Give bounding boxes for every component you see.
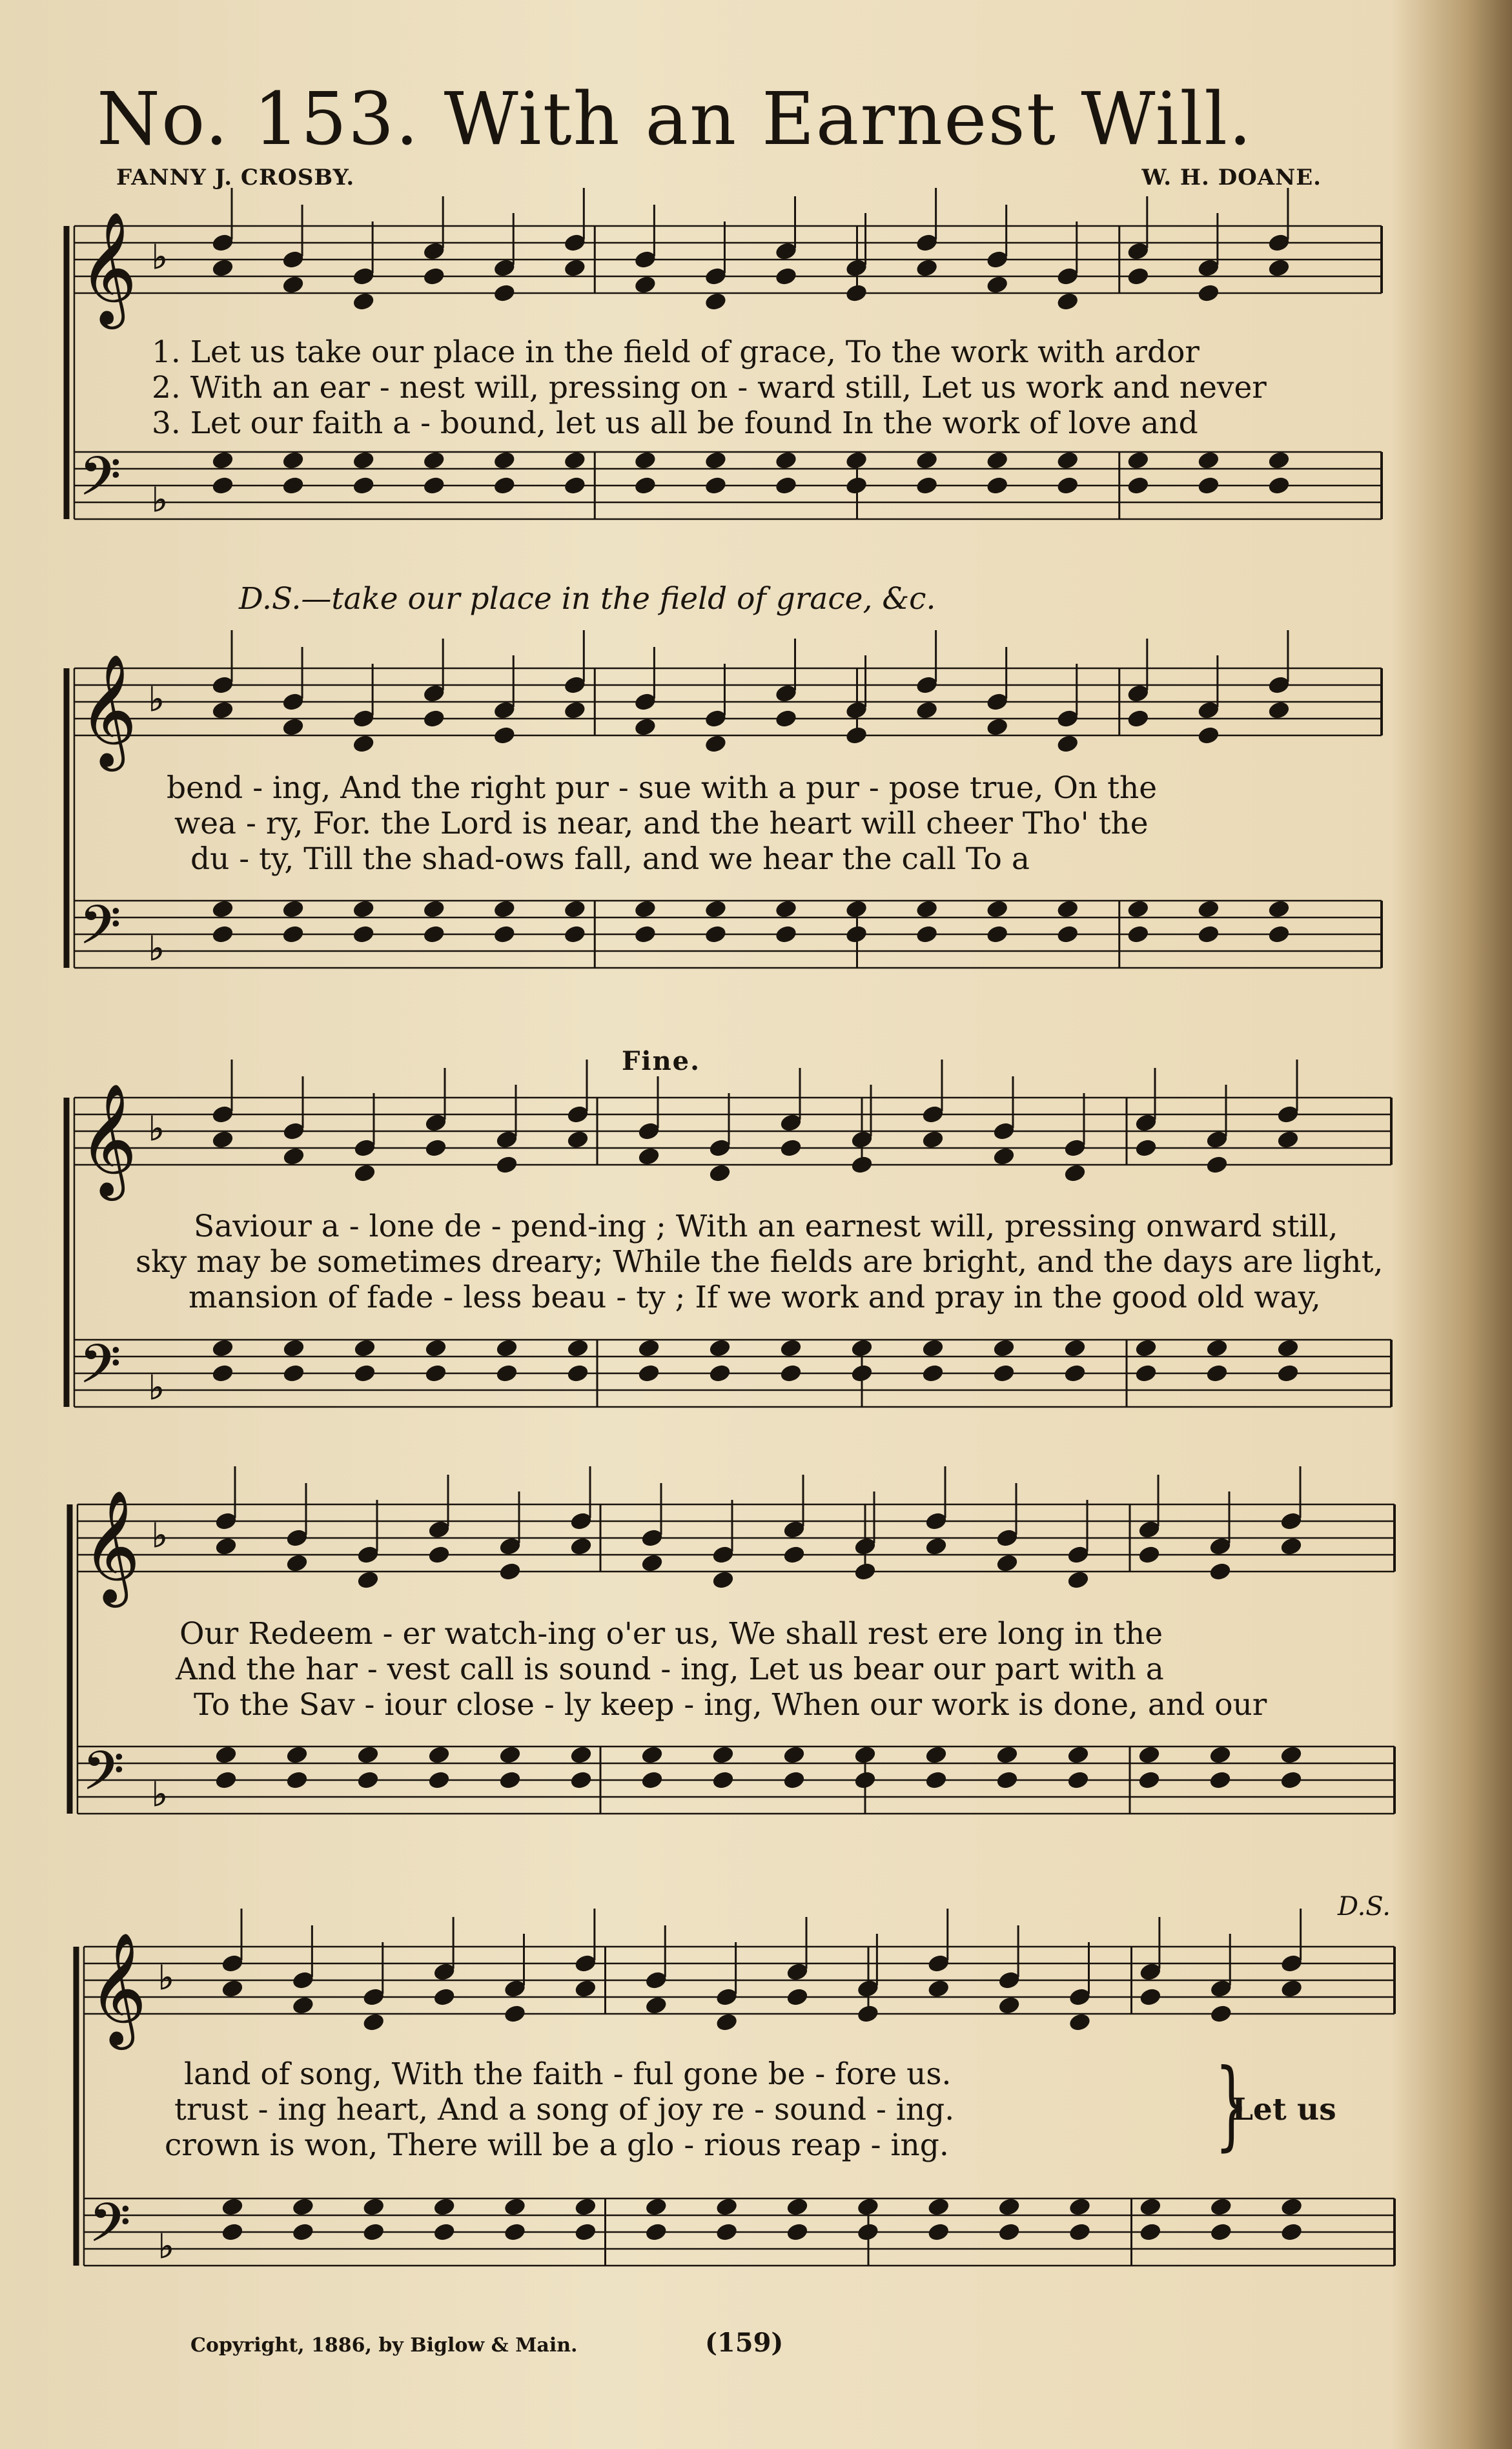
bass-note	[352, 451, 375, 471]
lyric-s5-v2: trust - ing heart, And a song of joy re - sound - ing.	[174, 2092, 955, 2127]
author-credit: FANNY J. CROSBY.	[116, 165, 355, 190]
bass-note	[1267, 899, 1291, 919]
bass-note	[422, 476, 445, 496]
bass-note	[782, 1770, 806, 1790]
bass-note	[574, 2197, 597, 2217]
bass-note	[634, 925, 657, 945]
bass-note	[352, 899, 375, 919]
treble-note	[1209, 1562, 1232, 1582]
lyric-s5-v1: land of song, With the faith - ful gone be - fore us.	[184, 2056, 952, 2092]
treble-note	[1280, 1537, 1303, 1557]
bass-note	[1197, 476, 1220, 496]
bass-note	[1139, 2197, 1162, 2217]
treble-note	[292, 1996, 315, 2016]
bass-note	[574, 2222, 597, 2242]
treble-note	[853, 1562, 877, 1582]
bass-note	[424, 1364, 447, 1384]
fine-marking: Fine.	[622, 1046, 701, 1076]
treble-note	[845, 726, 868, 746]
bass-note	[779, 1338, 802, 1358]
bass-note	[493, 899, 516, 919]
bass-note	[563, 451, 586, 471]
bass-note	[1127, 476, 1150, 496]
bass-note	[285, 1745, 309, 1765]
treble-note	[1209, 2004, 1232, 2024]
bass-note	[356, 1745, 380, 1765]
bass-note	[986, 899, 1009, 919]
bass-note	[915, 899, 939, 919]
bass-note	[708, 1338, 731, 1358]
treble-note	[634, 717, 657, 737]
treble-clef-icon: 𝄞	[83, 1490, 140, 1603]
treble-note	[352, 734, 375, 754]
bass-note	[704, 899, 728, 919]
bass-note	[640, 1745, 664, 1765]
bass-note	[782, 1745, 806, 1765]
bass-note	[992, 1364, 1016, 1384]
bass-note	[1197, 451, 1220, 471]
treble-note	[1138, 1545, 1161, 1565]
bass-note	[569, 1770, 593, 1790]
bass-note	[1138, 1770, 1161, 1790]
bass-note	[1138, 1745, 1161, 1765]
treble-note	[498, 1562, 522, 1582]
hymn-title: No. 153. With an Earnest Will.	[97, 77, 1253, 161]
treble-note	[634, 275, 657, 295]
bass-note	[845, 899, 868, 919]
treble-note	[1056, 292, 1079, 312]
bass-note	[915, 476, 939, 496]
bass-note	[986, 451, 1009, 471]
bass-note	[634, 476, 657, 496]
treble-note	[927, 1979, 950, 1999]
treble-note	[637, 1147, 660, 1167]
bass-note	[704, 476, 728, 496]
bass-note	[1276, 1338, 1300, 1358]
treble-note	[1056, 734, 1079, 754]
bass-note	[563, 899, 586, 919]
bass-note	[640, 1770, 664, 1790]
bass-note	[563, 476, 586, 496]
bass-note	[986, 476, 1009, 496]
bass-clef-icon: 𝄢	[79, 894, 121, 969]
bass-clef-icon: 𝄢	[83, 1739, 125, 1815]
treble-note	[775, 709, 798, 729]
bass-note	[708, 1364, 731, 1384]
bass-note	[1134, 1338, 1158, 1358]
bass-note	[1127, 451, 1150, 471]
bass-note	[211, 476, 234, 496]
treble-note	[221, 1979, 244, 1999]
treble-note	[285, 1553, 309, 1573]
bass-note	[1276, 1364, 1300, 1384]
flat-icon: ♭	[148, 1369, 165, 1408]
bass-note	[1209, 2197, 1232, 2217]
bass-note	[925, 1770, 948, 1790]
bass-note	[921, 1338, 945, 1358]
treble-note	[782, 1545, 806, 1565]
treble-note	[1205, 1155, 1229, 1175]
bass-note	[915, 451, 939, 471]
bass-note	[292, 2197, 315, 2217]
treble-note	[282, 1147, 305, 1167]
lyric-s5-v3: crown is won, There will be a glo - rious reap - ing.	[165, 2127, 949, 2163]
composer-credit: W. H. DOANE.	[1141, 165, 1322, 190]
bass-note	[1205, 1364, 1229, 1384]
bass-clef-icon: 𝄢	[89, 2191, 131, 2267]
bass-note	[637, 1364, 660, 1384]
bass-note	[857, 2222, 880, 2242]
bass-note	[775, 925, 798, 945]
bass-note	[997, 2222, 1021, 2242]
treble-note	[563, 701, 586, 721]
treble-note	[422, 267, 445, 287]
treble-note	[1127, 267, 1150, 287]
bass-note	[214, 1745, 238, 1765]
bass-note	[857, 2197, 880, 2217]
lyric-s4-v1: Our Redeem - er watch-ing o'er us, We shall rest ere long in the	[179, 1616, 1163, 1652]
bass-note	[563, 925, 586, 945]
flat-icon: ♭	[158, 1959, 174, 1998]
bass-note	[992, 1338, 1016, 1358]
lyric-s4-v3: To the Sav - iour close - ly keep - ing, When our work is done, and our	[194, 1687, 1267, 1723]
bass-note	[214, 1770, 238, 1790]
treble-note	[708, 1163, 731, 1184]
treble-note	[715, 2013, 739, 2033]
bass-note	[715, 2222, 739, 2242]
verse-brace: }	[1214, 2049, 1249, 2161]
bass-note	[1056, 476, 1079, 496]
bass-note	[775, 476, 798, 496]
refrain-lead: Let us	[1232, 2092, 1336, 2127]
treble-note	[422, 709, 445, 729]
bass-note	[282, 1364, 305, 1384]
treble-note	[563, 258, 586, 278]
bass-note	[637, 1338, 660, 1358]
treble-note	[921, 1130, 945, 1150]
bass-note	[927, 2222, 950, 2242]
bass-note	[353, 1364, 376, 1384]
bass-note	[362, 2222, 385, 2242]
lyric-s1-v1: 1. Let us take our place in the field of grace, To the work with ardor	[152, 334, 1200, 370]
bass-note	[1063, 1364, 1087, 1384]
treble-note	[1134, 1138, 1158, 1158]
treble-note	[704, 292, 728, 312]
bass-note	[504, 2197, 527, 2217]
flat-icon: ♭	[148, 930, 165, 968]
bass-note	[221, 2222, 244, 2242]
treble-note	[850, 1155, 873, 1175]
treble-note	[711, 1570, 735, 1590]
bass-note	[1280, 2222, 1303, 2242]
flat-icon: ♭	[148, 681, 165, 719]
bass-note	[422, 451, 445, 471]
bass-note	[704, 925, 728, 945]
treble-note	[997, 1996, 1021, 2016]
treble-note	[915, 258, 939, 278]
bass-note	[422, 925, 445, 945]
flat-icon: ♭	[158, 2228, 174, 2266]
treble-note	[640, 1553, 664, 1573]
bass-note	[422, 899, 445, 919]
bass-note	[644, 2222, 668, 2242]
page-number: (159)	[705, 2328, 784, 2358]
bass-note	[1068, 2197, 1092, 2217]
bass-note	[352, 476, 375, 496]
lyric-s1-v2: 2. With an ear - nest will, pressing on - ward still, Let us work and never	[152, 370, 1267, 405]
bass-note	[427, 1770, 451, 1790]
bass-note	[1267, 451, 1291, 471]
bass-note	[281, 925, 305, 945]
treble-note	[1067, 1570, 1090, 1590]
treble-note	[786, 1987, 809, 2007]
bass-note	[1068, 2222, 1092, 2242]
bass-note	[352, 925, 375, 945]
lyric-s2-v2: wea - ry, For. the Lord is near, and the heart will cheer Tho' the	[174, 806, 1149, 841]
bass-note	[211, 1364, 234, 1384]
treble-note	[211, 1130, 234, 1150]
treble-clef-icon: 𝄞	[79, 212, 137, 324]
bass-note	[569, 1745, 593, 1765]
treble-note	[493, 283, 516, 303]
bass-note	[493, 476, 516, 496]
bass-clef-icon: 𝄢	[79, 445, 121, 520]
bass-note	[211, 1338, 234, 1358]
treble-note	[857, 2004, 880, 2024]
treble-clef-icon: 𝄞	[79, 654, 137, 766]
treble-note	[915, 701, 939, 721]
lyric-s1-v3: 3. Let our faith a - bound, let us all be found In the work of love and	[152, 405, 1198, 441]
bass-note	[997, 2197, 1021, 2217]
bass-note	[1267, 476, 1291, 496]
bass-note	[504, 2222, 527, 2242]
bass-note	[1197, 925, 1220, 945]
bass-note	[1280, 1770, 1303, 1790]
bass-note	[281, 451, 305, 471]
bass-note	[211, 899, 234, 919]
bass-note	[715, 2197, 739, 2217]
bass-note	[292, 2222, 315, 2242]
bass-note	[927, 2197, 950, 2217]
treble-note	[433, 1987, 456, 2007]
treble-note	[1197, 283, 1220, 303]
lyric-s3-v2: sky may be sometimes dreary; While the fields are bright, and the days are light,	[136, 1244, 1384, 1280]
treble-note	[214, 1537, 238, 1557]
bass-note	[433, 2222, 456, 2242]
bass-note	[1267, 925, 1291, 945]
bass-note	[711, 1770, 735, 1790]
bass-note	[281, 476, 305, 496]
treble-note	[1267, 701, 1291, 721]
bass-note	[996, 1770, 1019, 1790]
bass-note	[850, 1338, 873, 1358]
treble-note	[996, 1553, 1019, 1573]
bass-note	[1063, 1338, 1087, 1358]
lyric-s2-v1: bend - ing, And the right pur - sue with a pur - pose true, On the	[167, 770, 1158, 806]
bass-note	[634, 451, 657, 471]
bass-note	[1209, 2222, 1232, 2242]
bass-note	[915, 925, 939, 945]
treble-note	[1068, 2013, 1092, 2033]
treble-note	[493, 726, 516, 746]
bass-note	[1134, 1364, 1158, 1384]
treble-note	[644, 1996, 668, 2016]
treble-note	[992, 1147, 1016, 1167]
bass-note	[281, 899, 305, 919]
treble-note	[566, 1130, 589, 1150]
bass-note	[211, 451, 234, 471]
bass-note	[845, 476, 868, 496]
bass-note	[1067, 1745, 1090, 1765]
bass-note	[786, 2197, 809, 2217]
bass-note	[1209, 1745, 1232, 1765]
lyric-s3-v1: Saviour a - lone de - pend-ing ; With an earnest will, pressing onward still,	[194, 1209, 1338, 1244]
bass-note	[775, 451, 798, 471]
treble-note	[211, 701, 234, 721]
treble-note	[704, 734, 728, 754]
bass-note	[362, 2197, 385, 2217]
treble-note	[356, 1570, 380, 1590]
bass-note	[1209, 1770, 1232, 1790]
bass-note	[1139, 2222, 1162, 2242]
bass-note	[211, 925, 234, 945]
bass-note	[1056, 925, 1079, 945]
bass-note	[282, 1338, 305, 1358]
bass-note	[925, 1745, 948, 1765]
flat-icon: ♭	[152, 1776, 168, 1814]
bass-note	[986, 925, 1009, 945]
treble-note	[281, 275, 305, 295]
bass-clef-icon: 𝄢	[79, 1333, 121, 1408]
treble-note	[925, 1537, 948, 1557]
treble-note	[986, 717, 1009, 737]
treble-note	[1063, 1163, 1087, 1184]
bass-note	[1197, 899, 1220, 919]
treble-note	[986, 275, 1009, 295]
bass-note	[845, 451, 868, 471]
bass-note	[495, 1364, 518, 1384]
treble-note	[1280, 1979, 1303, 1999]
treble-clef-icon: 𝄞	[79, 1083, 137, 1196]
bass-note	[433, 2197, 456, 2217]
treble-note	[845, 283, 868, 303]
lyric-s2-v3: du - ty, Till the shad-ows fall, and we hear the call To a	[190, 841, 1030, 877]
bass-note	[634, 899, 657, 919]
bass-note	[427, 1745, 451, 1765]
bass-note	[493, 925, 516, 945]
bass-note	[996, 1745, 1019, 1765]
treble-note	[424, 1138, 447, 1158]
bass-note	[498, 1745, 522, 1765]
flat-icon: ♭	[152, 238, 168, 277]
bass-note	[353, 1338, 376, 1358]
treble-note	[574, 1979, 597, 1999]
bass-note	[1127, 899, 1150, 919]
treble-note	[1197, 726, 1220, 746]
bass-note	[845, 925, 868, 945]
treble-note	[504, 2004, 527, 2024]
treble-note	[1127, 709, 1150, 729]
treble-note	[352, 292, 375, 312]
lyric-s4-v2: And the har - vest call is sound - ing, Let us bear our part with a	[176, 1652, 1164, 1687]
treble-note	[569, 1537, 593, 1557]
bass-note	[1056, 899, 1079, 919]
treble-note	[353, 1163, 376, 1184]
bass-note	[285, 1770, 309, 1790]
bass-note	[1056, 451, 1079, 471]
lyric-s3-v3: mansion of fade - less beau - ty ; If we work and pray in the good old way,	[189, 1280, 1321, 1315]
treble-note	[1139, 1987, 1162, 2007]
bass-note	[566, 1338, 589, 1358]
bass-note	[921, 1364, 945, 1384]
bass-note	[1205, 1338, 1229, 1358]
bass-note	[711, 1745, 735, 1765]
treble-note	[427, 1545, 451, 1565]
treble-note	[779, 1138, 802, 1158]
bass-note	[853, 1745, 877, 1765]
treble-note	[495, 1155, 518, 1175]
bass-note	[1127, 925, 1150, 945]
bass-note	[779, 1364, 802, 1384]
bass-note	[221, 2197, 244, 2217]
bass-note	[704, 451, 728, 471]
treble-note	[362, 2013, 385, 2033]
bass-note	[356, 1770, 380, 1790]
bass-note	[850, 1364, 873, 1384]
bass-note	[495, 1338, 518, 1358]
bass-note	[424, 1338, 447, 1358]
bass-note	[853, 1770, 877, 1790]
copyright-notice: Copyright, 1886, by Biglow & Main.	[190, 2334, 578, 2357]
bass-note	[566, 1364, 589, 1384]
flat-icon: ♭	[152, 481, 168, 520]
ds-marking: D.S.	[1337, 1892, 1391, 1921]
flat-icon: ♭	[152, 1517, 168, 1555]
bass-note	[493, 451, 516, 471]
treble-clef-icon: 𝄞	[89, 1932, 147, 2045]
bass-note	[775, 899, 798, 919]
bass-note	[498, 1770, 522, 1790]
treble-note	[281, 717, 305, 737]
bass-note	[644, 2197, 668, 2217]
bass-note	[1280, 1745, 1303, 1765]
bass-note	[786, 2222, 809, 2242]
treble-note	[775, 267, 798, 287]
ds-instruction: D.S.—take our place in the field of grace, &c.	[239, 581, 936, 617]
treble-note	[1276, 1130, 1300, 1150]
treble-note	[1267, 258, 1291, 278]
treble-note	[211, 258, 234, 278]
bass-note	[1067, 1770, 1090, 1790]
flat-icon: ♭	[148, 1110, 165, 1149]
bass-note	[1280, 2197, 1303, 2217]
